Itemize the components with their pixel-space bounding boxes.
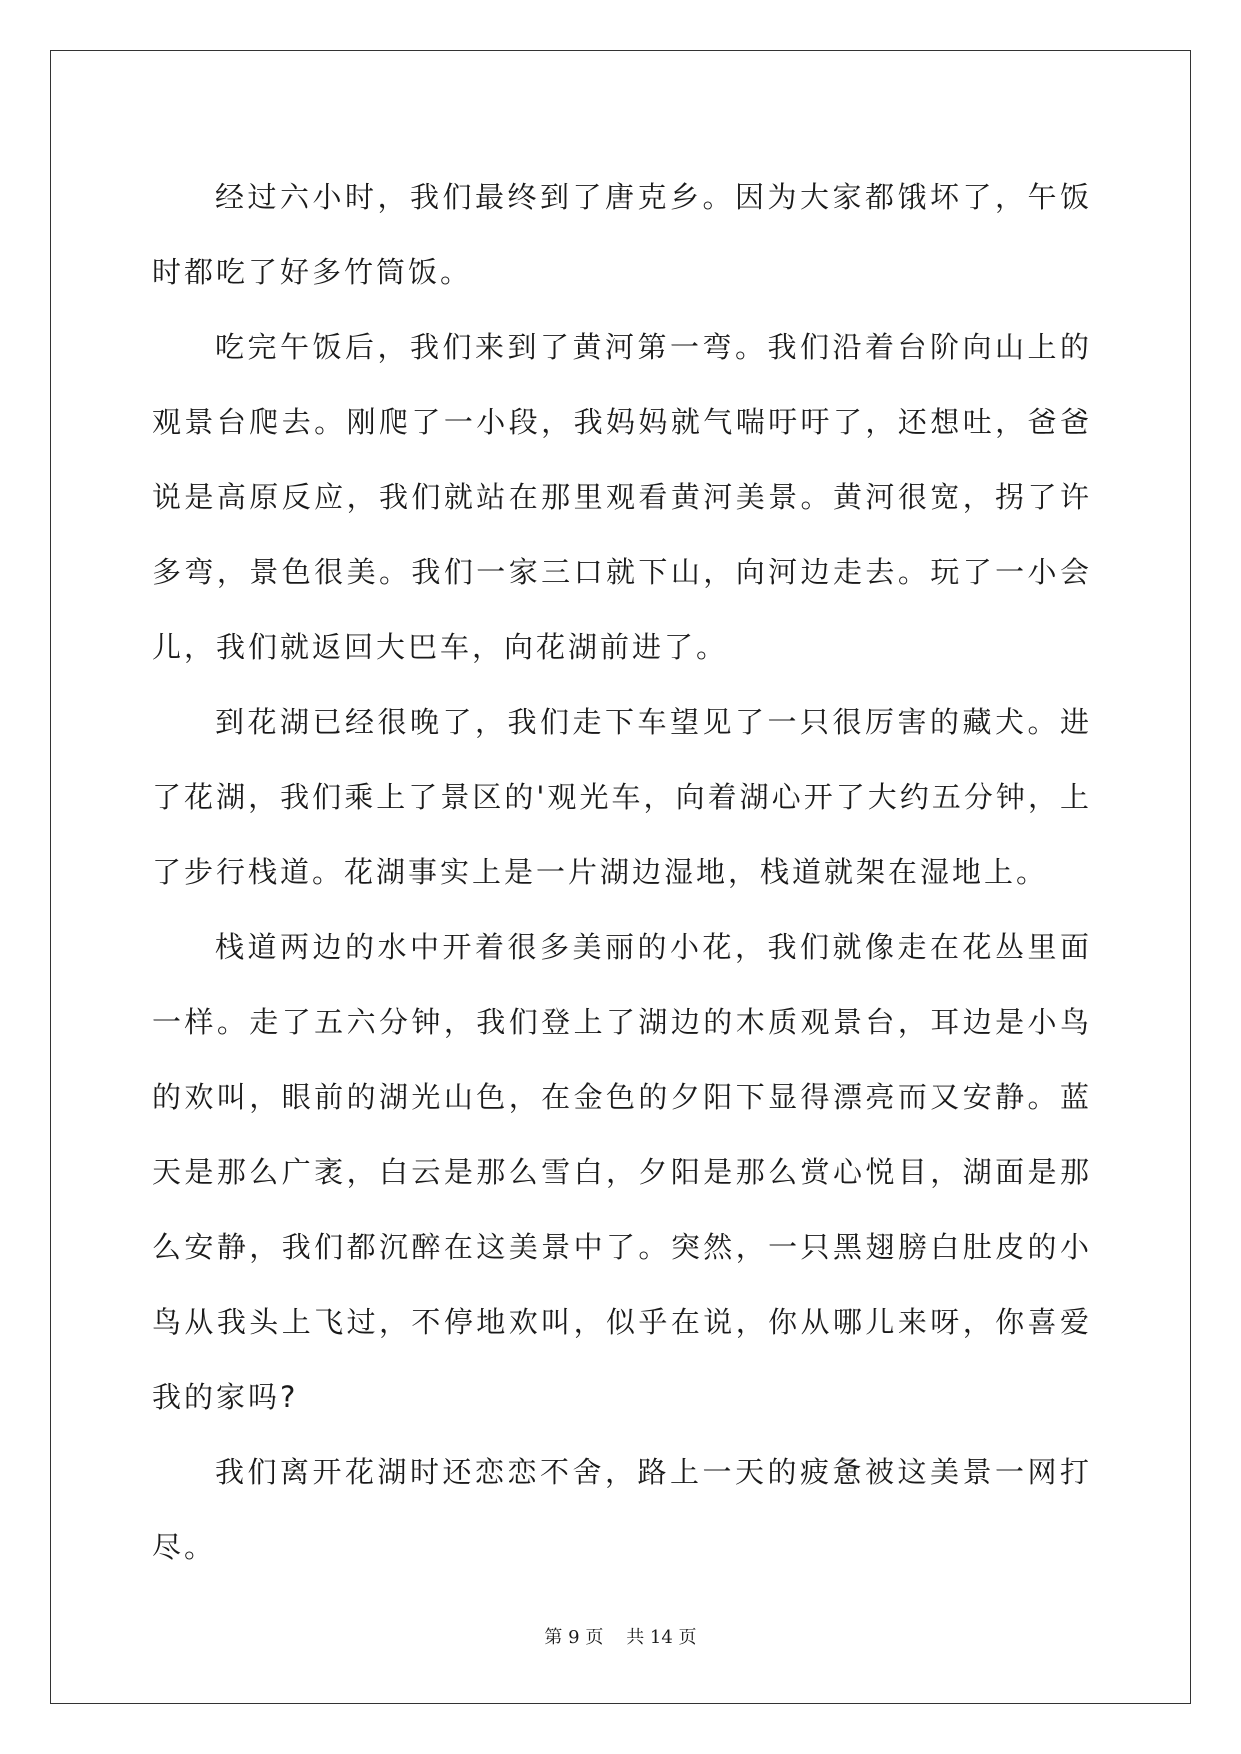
paragraph: 栈道两边的水中开着很多美丽的小花，我们就像走在花丛里面一样。走了五六分钟，我们登上了湖边的木质观景台，耳边是小鸟的欢叫，眼前的湖光山色，在金色的夕阳下显得漂亮而又安静。蓝天是那么广袤，白云是那么雪白，夕阳是那么赏心悦目，湖面是那么安静，我们都沉醉在这美景中了。突然，一只黑翅膀白肚皮的小鸟从我头上飞过，不停地欢叫，似乎在说，你从哪儿来呀，你喜爱我的家吗?: [152, 930, 1092, 1414]
paragraph: 吃完午饭后，我们来到了黄河第一弯。我们沿着台阶向山上的观景台爬去。刚爬了一小段，我妈妈就气喘吁吁了，还想吐，爸爸说是高原反应，我们就站在那里观看黄河美景。黄河很宽，拐了许多弯，景色很美。我们一家三口就下山，向河边走去。玩了一小会儿，我们就返回大巴车，向花湖前进了。: [152, 330, 1092, 664]
paragraph: 到花湖已经很晚了，我们走下车望见了一只很厉害的藏犬。进了花湖，我们乘上了景区的'观光车，向着湖心开了大约五分钟，上了步行栈道。花湖事实上是一片湖边湿地，栈道就架在湿地上。: [152, 705, 1092, 889]
document-body: [152, 160, 1092, 1585]
paragraph: 经过六小时，我们最终到了唐克乡。因为大家都饿坏了，午饭时都吃了好多竹筒饭。: [152, 180, 1092, 289]
page-number: 第 9 页 共 14 页: [544, 1627, 697, 1648]
paragraph: 我们离开花湖时还恋恋不舍，路上一天的疲惫被这美景一网打尽。: [152, 1455, 1092, 1564]
